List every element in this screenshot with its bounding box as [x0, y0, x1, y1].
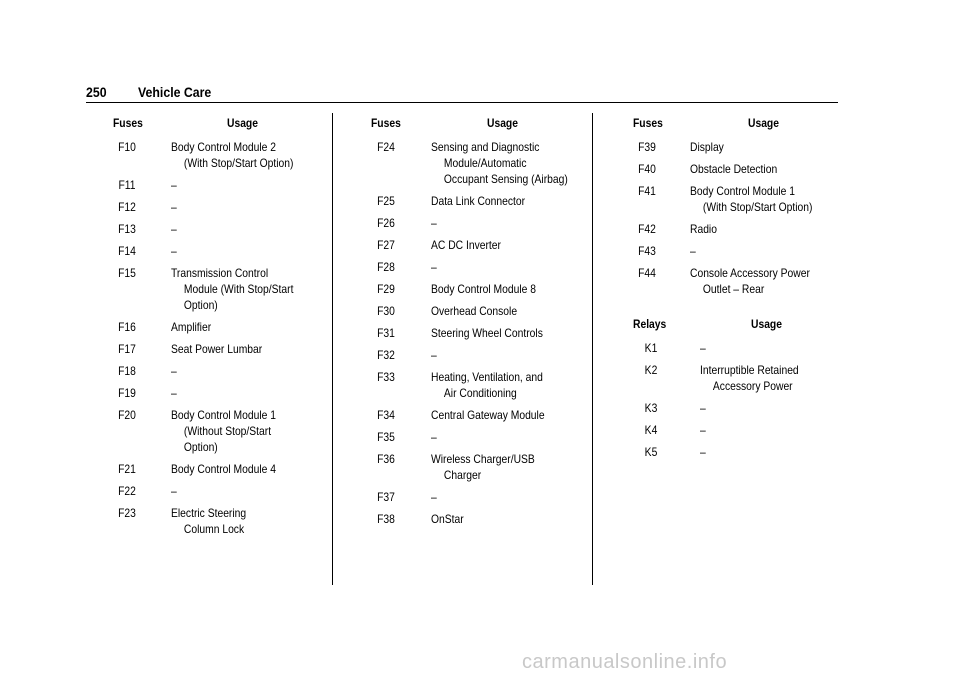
usage-line: Interruptible Retained [700, 363, 799, 377]
fuse-usage [171, 265, 293, 313]
fuse-code: F34 [377, 408, 395, 422]
fuse-usage [171, 363, 177, 379]
usage-line: Module/Automatic [443, 156, 527, 170]
fuse-usage [431, 451, 535, 483]
usage-line: Body Control Module 4 [171, 462, 276, 476]
usage-line: OnStar [431, 512, 464, 526]
usage-line: Radio [690, 222, 717, 236]
fuse-code: F29 [377, 282, 395, 296]
usage-line: Charger [443, 468, 482, 482]
fuse-code: F31 [377, 326, 395, 340]
usage-line: (With Stop/Start Option) [702, 200, 813, 214]
usage-line: – [690, 244, 696, 258]
fuse-code: F39 [638, 140, 656, 154]
fuse-code: F11 [118, 178, 136, 192]
fuse-code: F24 [377, 140, 395, 154]
usage-line: (With Stop/Start Option) [183, 156, 294, 170]
fuse-usage [690, 139, 724, 155]
fuse-code: F32 [377, 348, 395, 362]
fuse-code: F28 [377, 260, 395, 274]
column-divider [592, 113, 593, 585]
fuse-usage [431, 303, 517, 319]
fuse-usage [431, 407, 545, 423]
usage-line: Module (With Stop/Start [183, 282, 294, 296]
usage-header: Usage [748, 116, 779, 130]
usage-line: Wireless Charger/USB [431, 452, 535, 466]
fuses-header: Fuses [371, 116, 401, 130]
usage-line: Amplifier [171, 320, 212, 334]
fuse-code: F41 [638, 184, 656, 198]
fuse-code: F25 [377, 194, 395, 208]
page-header [86, 84, 838, 103]
fuse-code: F36 [377, 452, 395, 466]
fuse-usage [431, 429, 437, 445]
usage-line: Body Control Module 2 [171, 140, 276, 154]
usage-line: Data Link Connector [431, 194, 526, 208]
fuse-usage [700, 400, 706, 416]
usage-line: Outlet – Rear [702, 282, 765, 296]
fuse-usage [171, 221, 177, 237]
usage-line: Seat Power Lumbar [171, 342, 263, 356]
fuse-code: F38 [377, 512, 395, 526]
usage-line: – [171, 364, 177, 378]
usage-line: – [700, 341, 706, 355]
fuse-code: F23 [118, 506, 136, 520]
fuse-usage [171, 243, 177, 259]
fuse-usage [700, 340, 706, 356]
fuse-usage [431, 369, 543, 401]
fuse-usage [171, 139, 293, 171]
usage-line: Option) [183, 298, 218, 312]
fuse-usage [171, 199, 177, 215]
fuse-usage [690, 265, 810, 297]
fuse-usage [171, 461, 276, 477]
usage-line: Transmission Control [171, 266, 269, 280]
usage-line: – [171, 200, 177, 214]
fuse-usage [431, 347, 437, 363]
fuse-usage [171, 505, 246, 537]
usage-line: – [171, 244, 177, 258]
usage-line: Display [690, 140, 724, 154]
fuse-usage [431, 237, 501, 253]
fuse-code: F20 [118, 408, 136, 422]
fuse-usage [431, 259, 437, 275]
fuse-usage [700, 362, 799, 394]
fuse-code: F19 [118, 386, 136, 400]
fuse-code: F44 [638, 266, 656, 280]
usage-line: – [171, 222, 177, 236]
fuse-code: F21 [118, 462, 136, 476]
usage-line: Body Control Module 1 [171, 408, 276, 422]
usage-line: Steering Wheel Controls [431, 326, 543, 340]
usage-line: – [700, 401, 706, 415]
fuse-usage [690, 221, 717, 237]
fuse-code: F40 [638, 162, 656, 176]
usage-line: – [431, 490, 437, 504]
usage-header: Usage [227, 116, 258, 130]
relays-header: Relays [633, 317, 667, 331]
fuse-code: F15 [118, 266, 136, 280]
fuse-usage [431, 193, 525, 209]
fuse-code: F12 [118, 200, 136, 214]
usage-header: Usage [487, 116, 518, 130]
fuse-usage [171, 483, 177, 499]
fuse-usage [690, 161, 777, 177]
fuse-usage [431, 139, 568, 187]
fuse-usage [431, 325, 543, 341]
usage-line: Column Lock [183, 522, 245, 536]
column-divider [332, 113, 333, 585]
usage-line: Obstacle Detection [690, 162, 778, 176]
fuse-code: F43 [638, 244, 656, 258]
fuses-header: Fuses [633, 116, 663, 130]
usage-line: Option) [183, 440, 218, 454]
fuse-usage [431, 281, 536, 297]
fuse-usage [700, 444, 706, 460]
fuse-code: F33 [377, 370, 395, 384]
usage-line: Heating, Ventilation, and [431, 370, 543, 384]
fuse-code: F14 [118, 244, 136, 258]
usage-line: Occupant Sensing (Airbag) [443, 172, 568, 186]
fuse-code: F27 [377, 238, 395, 252]
fuse-code: F13 [118, 222, 136, 236]
fuse-code: F42 [638, 222, 656, 236]
fuse-code: K3 [644, 401, 658, 415]
fuse-code: F10 [118, 140, 136, 154]
fuse-usage [690, 243, 696, 259]
usage-line: – [171, 386, 177, 400]
fuse-code: K5 [644, 445, 658, 459]
usage-line: Accessory Power [712, 379, 793, 393]
fuse-code: K2 [644, 363, 658, 377]
fuse-code: F16 [118, 320, 136, 334]
usage-line: – [171, 178, 177, 192]
usage-line: – [431, 260, 437, 274]
fuse-code: F30 [377, 304, 395, 318]
fuse-code: F18 [118, 364, 136, 378]
fuse-code: F37 [377, 490, 395, 504]
fuse-code: F26 [377, 216, 395, 230]
page-number: 250 [86, 84, 107, 100]
usage-line: Electric Steering [171, 506, 247, 520]
usage-line: Console Accessory Power [690, 266, 810, 280]
fuse-usage [171, 407, 276, 455]
fuse-usage [431, 511, 464, 527]
fuse-code: F22 [118, 484, 136, 498]
usage-line: Air Conditioning [443, 386, 517, 400]
usage-line: – [431, 348, 437, 362]
usage-line: – [431, 216, 437, 230]
fuses-header: Fuses [113, 116, 143, 130]
fuse-usage [171, 385, 177, 401]
usage-line: – [431, 430, 437, 444]
fuse-code: F35 [377, 430, 395, 444]
usage-line: – [700, 445, 706, 459]
usage-line: Central Gateway Module [431, 408, 545, 422]
usage-line: – [700, 423, 706, 437]
usage-line: Overhead Console [431, 304, 518, 318]
usage-line: – [171, 484, 177, 498]
fuse-usage [431, 489, 437, 505]
fuse-usage [171, 177, 177, 193]
fuse-code: K4 [644, 423, 658, 437]
section-title: Vehicle Care [138, 84, 212, 100]
fuse-usage [171, 341, 262, 357]
fuse-usage [171, 319, 211, 335]
fuse-code: F17 [118, 342, 136, 356]
watermark: carmanualsonline.info [522, 651, 728, 673]
fuse-usage [690, 183, 812, 215]
usage-line: Body Control Module 1 [690, 184, 795, 198]
usage-line: (Without Stop/Start [183, 424, 272, 438]
fuse-code: K1 [644, 341, 658, 355]
relays-usage-header: Usage [751, 317, 782, 331]
usage-line: Body Control Module 8 [431, 282, 536, 296]
fuse-usage [431, 215, 437, 231]
fuse-usage [700, 422, 706, 438]
usage-line: Sensing and Diagnostic [431, 140, 540, 154]
usage-line: AC DC Inverter [431, 238, 501, 252]
